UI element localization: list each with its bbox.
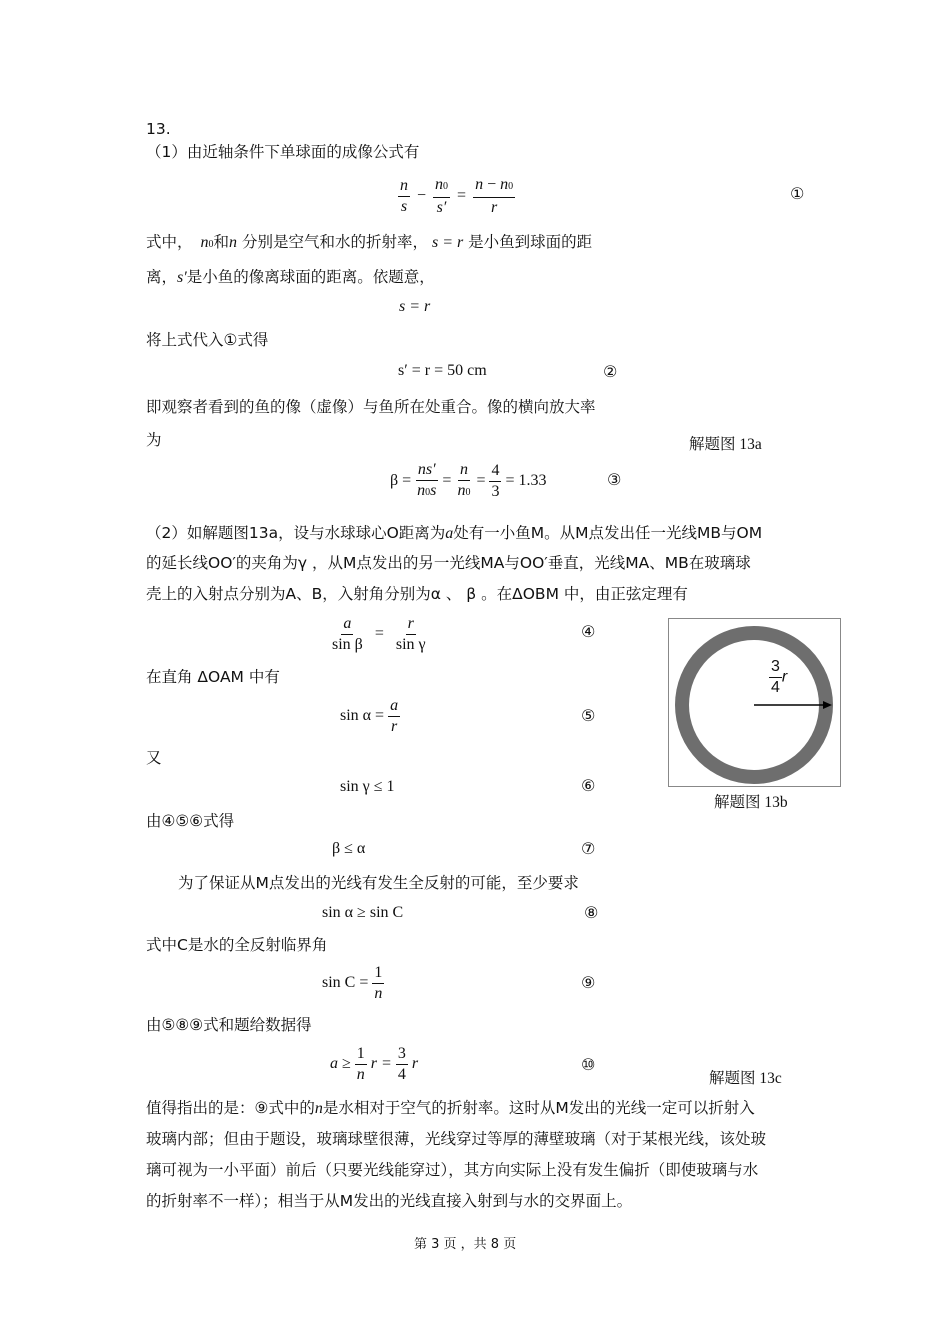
- page-footer: 第 3 页 ，共 8 页: [414, 1237, 517, 1252]
- observe-line: 即观察者看到的鱼的像（虚像）与鱼所在处重合。像的横向放大率: [146, 398, 596, 416]
- substitute-line: 将上式代入①式得: [146, 331, 269, 349]
- note-line-4: 的折射率不一样）；相当于从M发出的光线直接入射到与水的交界面上。: [146, 1192, 633, 1210]
- formula-6: sin γ ≤ 1: [340, 778, 395, 795]
- caption-13a: 解题图 13a: [689, 436, 762, 453]
- figure-13b: [668, 618, 841, 787]
- tag-5: ⑤: [581, 706, 596, 725]
- ensure-line: 为了保证从M点发出的光线有发生全反射的可能，至少要求: [178, 874, 579, 892]
- from456-line: 由④⑤⑥式得: [146, 812, 235, 830]
- from589-line: 由⑤⑧⑨式和题给数据得: [146, 1016, 312, 1034]
- formula-2: s′ = r = 50 cm: [398, 362, 487, 379]
- text-line-a: 式中， n0和n 分别是空气和水的折射率， s = r 是小鱼到球面的距: [146, 233, 593, 251]
- part1-intro: （1）由近轴条件下单球面的成像公式有: [146, 143, 420, 161]
- formula-9: sin C = $\frac{1}{n}$: [322, 964, 383, 1002]
- tag-8: ⑧: [584, 903, 599, 922]
- formula-7: β ≤ α: [332, 840, 366, 857]
- tag-6: ⑥: [581, 776, 596, 795]
- tag-9: ⑨: [581, 973, 596, 992]
- formula-5: sin α = $\frac{a}{r}$: [340, 697, 399, 735]
- tag-10: ⑩: [581, 1055, 596, 1074]
- formula-10: a ≥ $\frac{1}{n}$ r = $\frac{3}{4}$ r: [330, 1045, 419, 1083]
- problem-number: 13.: [146, 120, 171, 138]
- formula-3: β = $\frac{ns'}{n0s}$ = $\frac{n}{n0}$ = $\frac{4}{3}$ = 1.33: [390, 461, 547, 500]
- critical-line: 式中C是水的全反射临界角: [146, 936, 328, 954]
- text-line-b: 离，s′是小鱼的像离球面的距离。依题意，: [146, 268, 435, 286]
- part2-line3: 壳上的入射点分别为A、B，入射角分别为α 、 β 。在ΔOBM 中，由正弦定理有: [146, 585, 688, 603]
- radius-label: $\frac{3}{4}$ r: [771, 658, 788, 696]
- part2-line2: 的延长线OO′的夹角为γ ，从M点发出的另一光线MA与OO′垂直，光线MA、MB在玻璃球: [146, 554, 751, 572]
- right-triangle-line: 在直角 ΔOAM 中有: [146, 668, 280, 686]
- tag-2: ②: [603, 362, 618, 381]
- tag-3: ③: [607, 470, 622, 489]
- caption-13b: 解题图 13b: [714, 794, 788, 811]
- tag-7: ⑦: [581, 839, 596, 858]
- tag-4: ④: [581, 622, 596, 641]
- caption-13c: 解题图 13c: [709, 1070, 782, 1087]
- formula-4: $\frac{a}{\text{sin β}}$ = $\frac{r}{\text{sin γ}}$: [332, 615, 426, 653]
- part2-line1: （2）如解题图13a，设与水球球心O距离为a处有一小鱼M。从M点发出任一光线MB与OM: [146, 524, 763, 542]
- you-line: 又: [146, 749, 162, 767]
- note-line-1: 值得指出的是：⑨式中的n是水相对于空气的折射率。这时从M发出的光线一定可以折射入: [146, 1099, 755, 1117]
- note-line-3: 璃可视为一小平面）前后（只要光线能穿过），其方向实际上没有发生偏折（即使玻璃与水: [146, 1161, 759, 1179]
- formula-8: sin α ≥ sin C: [322, 904, 404, 921]
- formula-1: $\frac{n}{s}$ − $\frac{n0}{s'}$ = $\frac{n - n0}{r}$: [400, 176, 514, 216]
- tag-1: ①: [790, 184, 805, 203]
- s-equals-r: s = r: [399, 298, 431, 315]
- wei-line: 为: [146, 431, 162, 449]
- ring-diagram: [669, 619, 840, 786]
- note-line-2: 玻璃内部；但由于题设，玻璃球壁很薄，光线穿过等厚的薄壁玻璃（对于某根光线，该处玻: [146, 1130, 767, 1148]
